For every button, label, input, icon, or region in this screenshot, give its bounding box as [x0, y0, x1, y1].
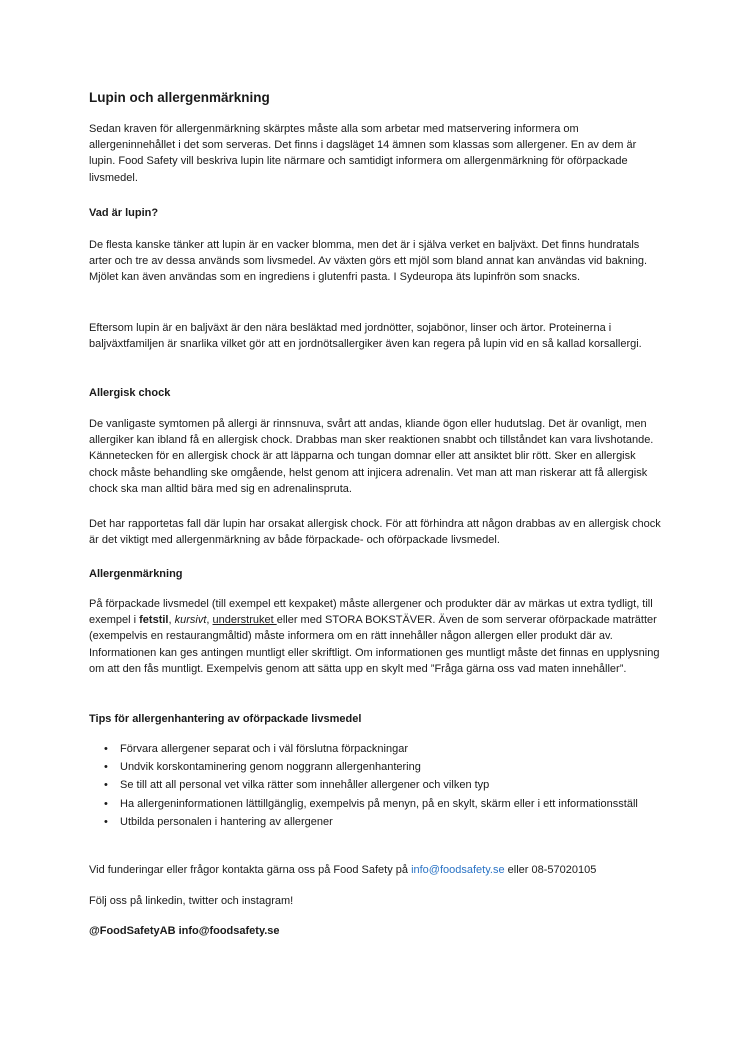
email-link[interactable]: info@foodsafety.se [411, 864, 505, 876]
contact-paragraph: Vid funderingar eller frågor kontakta gärna oss på Food Safety på info@foodsafety.se eller 08-57020105 [89, 864, 597, 876]
follow-text: Följ oss på linkedin, twitter och instagram! [89, 895, 294, 907]
heading-what-is-lupin: Vad är lupin? [89, 207, 159, 219]
labelling-text-end: eller med STORA BOKSTÄVER. Även de som serverar oförpackade maträtter (exempelvis en restaurangmåltid) måste informera om en rätt innehåller någon allergen eller produkt där av. Informationen kan ges antingen muntligt eller skriftligt. Om informationen ges muntligt måste det finnas en upplysning om att den fås muntligt. Exempelvis genom att sätta upp en skylt med ”Fråga gärna oss vad maten innehåller”. [89, 614, 660, 675]
bullet-icon: • [104, 779, 108, 792]
list-item: • Utbilda personalen i hantering av allergener [89, 814, 664, 830]
bullet-icon: • [104, 797, 108, 810]
list-item: • Se till att all personal vet vilka rätter som innehåller allergener och vilken typ [89, 777, 664, 793]
bold-example: fetstil [139, 614, 169, 627]
lupin-paragraph-1: De flesta kanske tänker att lupin är en vacker blomma, men det är i själva verket en baljväxt. Det finns hundratals arter och tre av dessa används som livsmedel. Av växten görs ett mjöl som bland annat kan användas vid bakning. Mjölet kan även användas som en ingrediens i glutenfri pasta. I Sydeuropa äts lupinfrön som snacks. [89, 239, 648, 284]
shock-paragraph-2: Det har rapportetas fall där lupin har orsakat allergisk chock. För att förhindra att någon drabbas av en allergisk chock är det viktigt med allergenmärkning av både förpackade- och oförpackade livsmedel. [89, 518, 661, 547]
list-item: • Förvara allergener separat och i väl förslutna förpackningar [89, 741, 664, 757]
heading-allergen-labelling: Allergenmärkning [89, 568, 183, 580]
intro-paragraph: Sedan kraven för allergenmärkning skärptes måste alla som arbetar med matservering informera om allergeninnehållet i det som serveras. Det finns i dagsläget 14 ämnen som klassas som allergener. En av dem är lupin. Food Safety vill beskriva lupin lite närmare och samtidigt informera om allergenmärkning för oförpackade livsmedel. [89, 123, 637, 184]
list-item: • Undvik korskontaminering genom noggrann allergenhantering [89, 759, 664, 775]
page-title: Lupin och allergenmärkning [89, 90, 270, 105]
separator: , [206, 614, 213, 627]
shock-paragraph-1: De vanligaste symtomen på allergi är rinnsnuva, svårt att andas, kliande ögon eller hudutslag. Det är ovanligt, men allergiker kan ibland få en allergisk chock. Drabbas man sker reaktionen snabbt och tillståndet kan vara livshotande. Kännetecken för en allergisk chock är att läpparna och tungan domnar eller att ansiktet blir rött. Sker en allergisk chock måste behandling ske omgående, helst genom att injicera adrenalin. Vet man att man riskerar att få allergisk chock ska man alltid bära med sig en adrenalinspruta. [89, 418, 654, 495]
bullet-icon: • [104, 815, 108, 828]
tips-list [89, 741, 664, 832]
labelling-text-start: På förpackade livsmedel (till exempel ett kexpaket) måste allergener och produkter där av märkas ut extra tydligt, till exempel i [89, 598, 653, 627]
italic-example: kursivt [174, 614, 207, 627]
heading-tips: Tips för allergenhantering av oförpackade livsmedel [89, 713, 362, 725]
bullet-icon: • [104, 743, 108, 755]
bullet-icon: • [104, 761, 108, 774]
list-item: • Ha allergeninformationen lättillgänglig, exempelvis på menyn, på en skylt, skärm eller i ett informationsställ [89, 796, 664, 812]
signature: @FoodSafetyAB info@foodsafety.se [89, 925, 280, 937]
lupin-paragraph-2: Eftersom lupin är en baljväxt är den nära besläktad med jordnötter, sojabönor, linser och ärtor. Proteinerna i baljväxtfamiljen är snarlika vilket gör att en jordnötsallergiker även kan regera på lupin vid en så kallad korsallergi. [89, 322, 642, 351]
underline-example: understruket [212, 614, 277, 627]
labelling-paragraph [89, 596, 664, 677]
separator: , [168, 614, 175, 627]
heading-allergic-shock: Allergisk chock [89, 387, 171, 399]
